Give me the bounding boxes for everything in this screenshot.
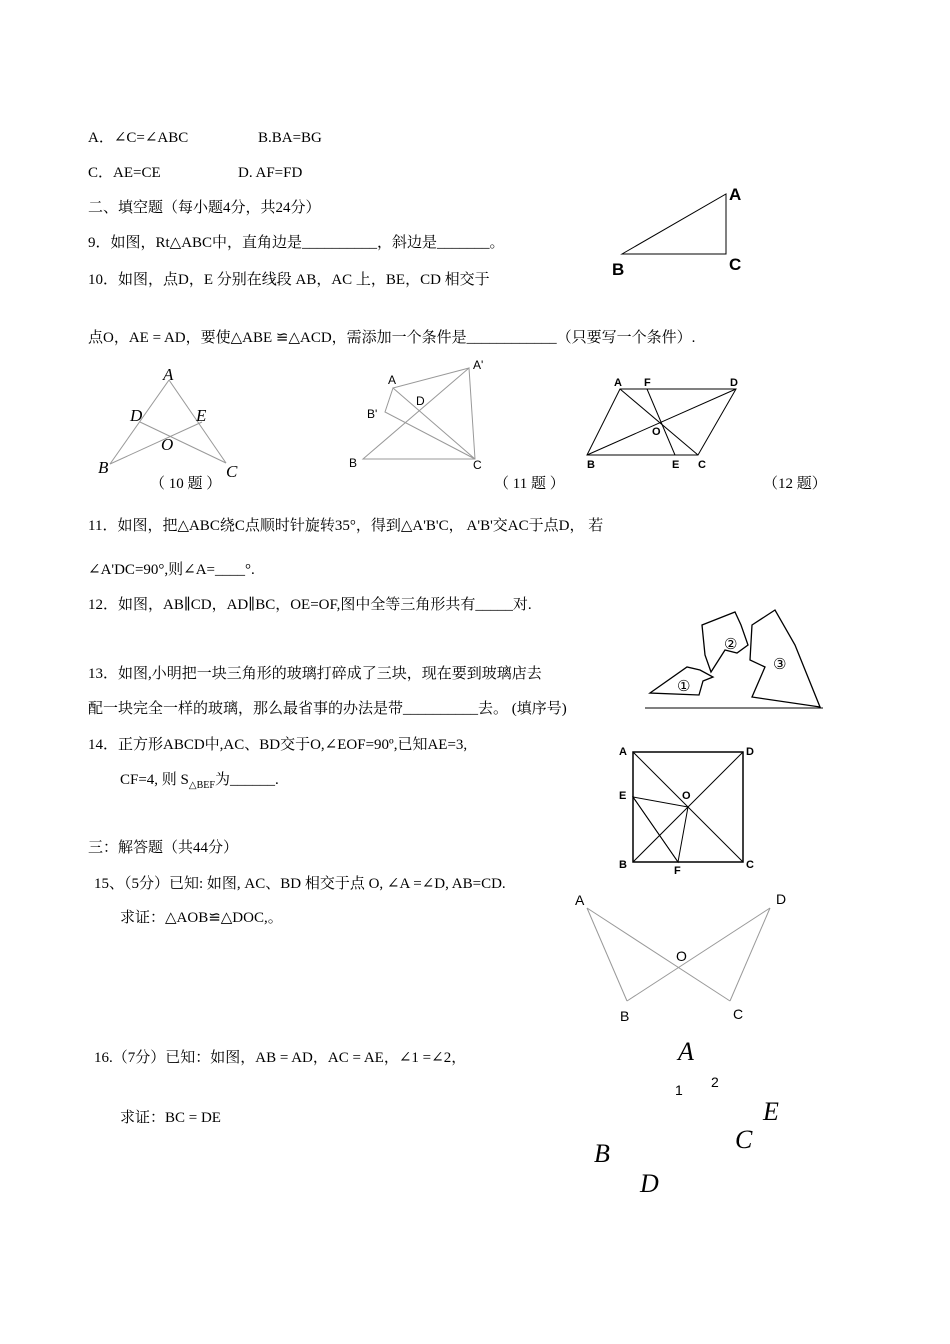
figure-q12 (580, 365, 765, 480)
q15-label-o: O (676, 948, 687, 964)
q16-label-d: D (640, 1169, 659, 1198)
question-9: 9．如图，Rt△ABC中，直角边是__________，斜边是_______。 (88, 235, 505, 251)
question-14-line-1: 14．正方形ABCD中,AC、BD交于O,∠EOF=90º,已知AE=3, (88, 737, 468, 753)
q11-label-b-prime: B' (367, 407, 378, 421)
q12-label-f: F (644, 377, 651, 389)
q12-label-b: B (587, 459, 595, 471)
q11-label-c: C (473, 458, 482, 472)
figure-q9 (600, 180, 760, 280)
q11-label-a: A (388, 373, 397, 387)
q16-label-e: E (763, 1097, 779, 1126)
question-16-line-2: 求证：BC = DE (120, 1110, 221, 1126)
question-11-line-2: ∠A'DC=90°,则∠A=____°. (88, 562, 255, 578)
q10-label-b: B (98, 458, 109, 477)
q16-angle-2: 2 (711, 1074, 719, 1090)
q8-option-b: B.BA=BG (258, 130, 322, 146)
q16-label-b: B (594, 1139, 610, 1168)
q10-label-c: C (226, 462, 238, 481)
q11-label-a-prime: A' (473, 358, 484, 372)
q16-angle-1: 1 (675, 1082, 683, 1098)
q15-label-b: B (620, 1008, 630, 1024)
question-13-line-1: 13．如图,小明把一块三角形的玻璃打碎成了三块，现在要到玻璃店去 (88, 666, 542, 682)
q9-label-b: B (612, 260, 625, 279)
q10-label-e: E (196, 406, 207, 425)
q10-label-o: O (161, 435, 174, 454)
q10-label-d: D (130, 406, 143, 425)
q16-label-c: C (735, 1125, 753, 1154)
q12-label-e: E (672, 459, 680, 471)
q13-piece-2: ② (724, 636, 738, 653)
q12-caption: （12 题） (763, 476, 827, 492)
q14-label-d: D (746, 746, 754, 758)
question-10-line-2: 点O，AE = AD，要使△ABE ≌△ACD，需添加一个条件是____________（只要写一个条件）. (88, 330, 696, 346)
question-10-line-1: 10．如图，点D，E 分别在线段 AB，AC 上，BE，CD 相交于 (88, 272, 490, 288)
q13-piece-1: ① (677, 678, 691, 695)
q12-label-c: C (698, 459, 706, 471)
q12-label-d: D (730, 377, 738, 389)
question-16-line-1: 16.（7分）已知：如图，AB = AD，AC = AE，∠1 =∠2， (94, 1050, 467, 1066)
question-11-line-1: 11．如图，把△ABC绕C点顺时针旋转35°，得到△A'B'C， A'B'交AC于点D， 若 (88, 518, 604, 534)
q13-piece-3: ③ (773, 656, 787, 673)
figure-q16 (580, 1030, 820, 1210)
figure-q15 (570, 888, 800, 1028)
q14-subscript: △BEF (188, 780, 215, 791)
q14-label-b: B (619, 859, 627, 871)
q14-line-2-pre: CF=4, 则 S (120, 772, 189, 788)
q11-caption: （ 11 题 ） (494, 476, 565, 492)
q8-option-c: C．AE=CE (88, 165, 161, 181)
q14-label-e: E (619, 790, 627, 802)
q11-label-d: D (416, 394, 425, 408)
section-3-heading: 三：解答题（共44分） (88, 840, 239, 856)
question-15-line-2: 求证：△AOB≌△DOC,。 (120, 910, 283, 926)
q15-label-a: A (575, 892, 585, 908)
q14-label-f: F (674, 865, 681, 877)
q10-label-a: A (163, 365, 174, 384)
figure-q13 (645, 605, 830, 715)
question-14-line-2 (120, 770, 279, 796)
q14-label-o: O (682, 790, 691, 802)
q15-label-d: D (776, 891, 787, 907)
figure-q14 (615, 740, 760, 880)
question-13-line-2: 配一块完全一样的玻璃，那么最省事的办法是带__________去。 (填序号) (88, 701, 567, 717)
q14-label-c: C (746, 859, 754, 871)
q8-option-d: D. AF=FD (238, 165, 303, 181)
q11-label-b: B (349, 456, 358, 470)
q10-caption: （ 10 题 ） (150, 476, 222, 492)
q14-label-a: A (619, 746, 627, 758)
q15-label-c: C (733, 1006, 744, 1022)
q9-label-c: C (729, 255, 742, 274)
question-15-line-1: 15、（5分）已知: 如图, AC、BD 相交于点 O, ∠A =∠D, AB=CD. (94, 876, 506, 892)
section-2-heading: 二、填空题（每小题4分，共24分） (88, 200, 321, 216)
q14-line-2-post: 为______. (214, 772, 279, 788)
q9-label-a: A (729, 185, 742, 204)
figure-q11 (345, 355, 505, 475)
q16-label-a: A (678, 1037, 694, 1066)
q12-label-a: A (614, 377, 622, 389)
q12-label-o: O (652, 426, 661, 438)
q8-option-a: A．∠C=∠ABC (88, 130, 189, 146)
question-12: 12．如图，AB∥CD，AD∥BC，OE=OF,图中全等三角形共有_____对. (88, 597, 532, 613)
